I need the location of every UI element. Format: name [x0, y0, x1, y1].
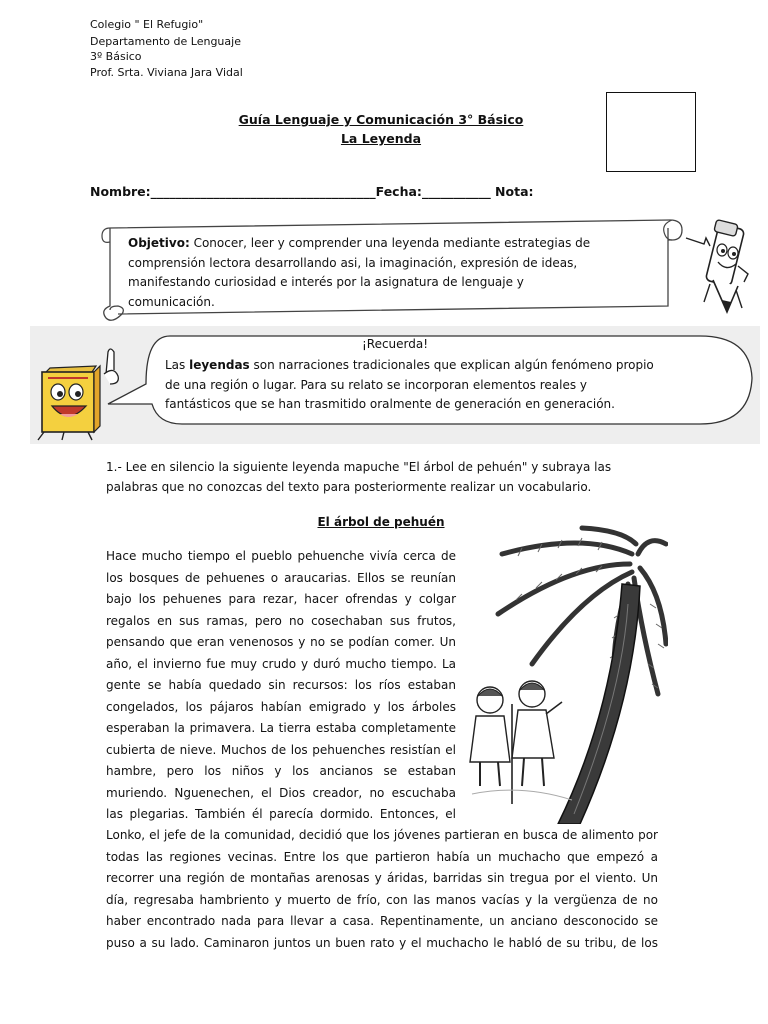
department-name: Departamento de Lenguaje	[90, 35, 241, 48]
teacher-name: Prof. Srta. Viviana Jara Vidal	[90, 66, 243, 79]
story-line: todas las regiones vecinas. Entre los que partieron había un muchacho que empezó a	[106, 849, 658, 864]
story-line: puso a su lado. Caminaron juntos un buen rato y el muchacho le habló de su tribu, de los	[106, 935, 658, 950]
pencil-mascot-icon	[682, 216, 752, 316]
remember-text: Las leyendas son narraciones tradicionales que explican algún fenómeno propio de una región o lugar. Para su relato se incorporan elementos reales y fantásticos que se han trasmitido oralmente de generación en generación.	[165, 358, 654, 411]
story-line: hambre, pero los niños y los ancianos se estaban	[106, 764, 456, 778]
objective-label: Objetivo:	[128, 236, 190, 250]
story-text-column	[106, 546, 456, 826]
story-line: bajo los pehuenes para rezar, hacer ofrendas y colgar	[106, 592, 456, 606]
school-name: Colegio " El Refugio"	[90, 18, 204, 31]
date-field[interactable]: ___________	[421, 184, 491, 199]
story-line: esperaban la primavera. La tierra estaba completamente	[106, 721, 456, 735]
story-line: pensando que eran venenosos y no se podían comer. Un	[106, 635, 456, 649]
objective-text: Objetivo: Conocer, leer y comprender una leyenda mediante estrategias de comprensión lectora desarrollando asi, la imaginación, expresión de ideas, manifestando curiosidad e interés por la asignatura de lenguaje y comunicación.	[128, 236, 591, 309]
student-info-row	[90, 184, 534, 199]
page-title: Guía Lenguaje y Comunicación 3° Básico	[238, 112, 524, 127]
story-line: día, regresaba hambriento y muerto de frío, con las manos vacías y la vergüenza de no	[106, 892, 658, 907]
grade-label: Nota:	[490, 184, 534, 199]
story-line: regalos en sus ramas, pero no cosechaban sus frutos,	[106, 613, 456, 628]
pehuen-tree-illustration	[462, 524, 668, 824]
story-line: Lonko, el jefe de la comunidad, decidió que los jóvenes partieran en busca de alimento por	[106, 828, 658, 842]
story-line: recorrer una región de montañas arenosas y áridas, barridas sin tregua por el viento. Un	[106, 871, 658, 885]
story-line: año, el invierno fue muy crudo y duró mucho tiempo. La	[106, 656, 456, 671]
instruction-text: 1.- Lee en silencio la siguiente leyenda mapuche "El árbol de pehuén" y subraya las palabras que no conozcas del texto para posteriormente realizar un vocabulario.	[106, 460, 612, 494]
name-field[interactable]: ____________________________________	[150, 184, 376, 199]
story-line: Hace mucho tiempo el pueblo pehuenche vivía cerca de	[106, 549, 456, 563]
book-mascot-icon	[34, 344, 126, 442]
grade-level: 3º Básico	[90, 50, 142, 63]
remember-title: ¡Recuerda!	[361, 337, 429, 351]
story-line: muriendo. Nguenechen, el Dios creador, no escuchaba	[106, 785, 456, 800]
name-label: Nombre:	[90, 184, 151, 199]
story-line: cubierta de nieve. Muchos de los pehuenches resistían el	[106, 742, 456, 757]
story-title: El árbol de pehuén	[317, 515, 445, 529]
story-line: haber encontrado nada para llevar a casa. Repentinamente, un anciano desconocido se	[106, 914, 658, 928]
story-line: gente se había quedado sin recursos: los ríos estaban	[106, 678, 456, 692]
date-label: Fecha:	[375, 184, 422, 199]
story-line: congelados, los pájaros habían emigrado y los árboles	[106, 699, 456, 714]
story-text-wide	[106, 825, 658, 954]
story-line: los bosques de pehuenes o araucarias. Ellos se reunían	[106, 570, 456, 585]
page-subtitle: La Leyenda	[340, 131, 422, 146]
story-line: las plegarias. También él parecía dormido. Entonces, el	[106, 807, 456, 821]
leyendas-term: leyendas	[189, 358, 250, 372]
